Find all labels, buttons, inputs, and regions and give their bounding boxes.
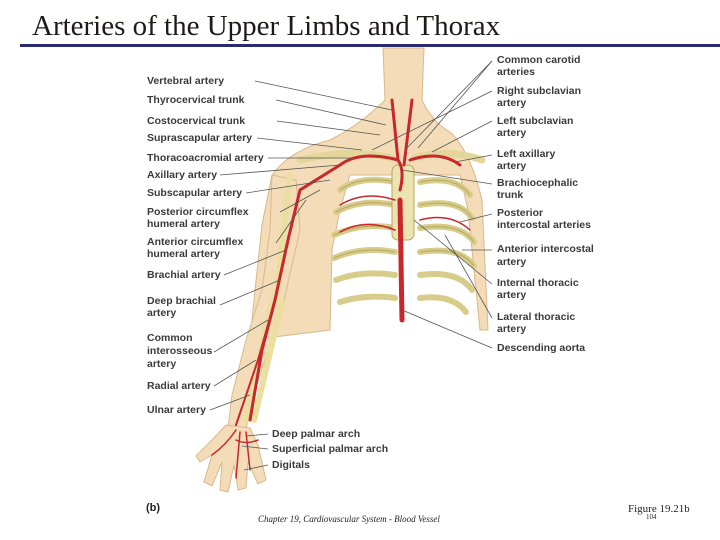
label-posterior-circumflex-line2: humeral artery: [147, 218, 220, 230]
label-left-axillary-line1: Left axillary: [497, 148, 556, 160]
label-posterior-circumflex-line1: Posterior circumflex: [147, 206, 249, 218]
panel-label: (b): [146, 502, 161, 514]
label-descending-aorta: Descending aorta: [497, 342, 586, 354]
label-lateral-thoracic-line2: artery: [497, 323, 527, 335]
slide-title: Arteries of the Upper Limbs and Thorax: [32, 10, 501, 42]
label-subscapular-artery: Subscapular artery: [147, 187, 243, 199]
label-anterior-intercostal-line1: Anterior intercostal: [497, 243, 594, 255]
label-thyrocervical-trunk: Thyrocervical trunk: [147, 94, 245, 106]
label-vertebral-artery: Vertebral artery: [147, 75, 225, 87]
label-common-interosseous-line3: artery: [147, 358, 177, 370]
label-common-interosseous-line2: interosseous: [147, 345, 213, 357]
label-deep-palmar-arch: Deep palmar arch: [272, 428, 361, 440]
label-right-subclavian-line2: artery: [497, 97, 527, 109]
label-anterior-intercostal-line2: artery: [497, 256, 527, 268]
label-deep-brachial-line1: Deep brachial: [147, 295, 216, 307]
label-suprascapular-artery: Suprascapular artery: [147, 132, 253, 144]
label-right-subclavian-line1: Right subclavian: [497, 85, 582, 97]
label-left-subclavian-line2: artery: [497, 127, 527, 139]
label-posterior-intercostal-line2: intercostal arteries: [497, 219, 591, 231]
label-internal-thoracic-line1: Internal thoracic: [497, 277, 579, 289]
label-common-interosseous-line1: Common: [147, 332, 193, 344]
label-deep-brachial-line2: artery: [147, 307, 177, 319]
label-brachial-artery: Brachial artery: [147, 269, 221, 281]
label-brachiocephalic-line2: trunk: [497, 189, 524, 201]
label-lateral-thoracic-line1: Lateral thoracic: [497, 311, 576, 323]
label-common-carotid-line2: arteries: [497, 66, 535, 78]
label-ulnar-artery: Ulnar artery: [147, 404, 206, 416]
label-anterior-circumflex-line1: Anterior circumflex: [147, 236, 244, 248]
label-posterior-intercostal-line1: Posterior: [497, 207, 544, 219]
label-brachiocephalic-line1: Brachiocephalic: [497, 177, 579, 189]
label-anterior-circumflex-line2: humeral artery: [147, 248, 220, 260]
label-left-subclavian-line1: Left subclavian: [497, 115, 574, 127]
label-digitals: Digitals: [272, 459, 310, 471]
label-radial-artery: Radial artery: [147, 380, 211, 392]
footer-chapter: Chapter 19, Cardiovascular System - Blood Vessel: [258, 514, 440, 524]
label-thoracoacromial-artery: Thoracoacromial artery: [147, 152, 264, 164]
label-common-carotid-line1: Common carotid: [497, 54, 581, 66]
label-axillary-artery: Axillary artery: [147, 169, 218, 181]
page-number: 104: [646, 513, 657, 521]
label-internal-thoracic-line2: artery: [497, 289, 527, 301]
label-left-axillary-line2: artery: [497, 160, 527, 172]
figure-reference: Figure 19.21b: [628, 503, 690, 515]
label-costocervical-trunk: Costocervical trunk: [147, 115, 246, 127]
label-superficial-palmar-arch: Superficial palmar arch: [272, 443, 389, 455]
